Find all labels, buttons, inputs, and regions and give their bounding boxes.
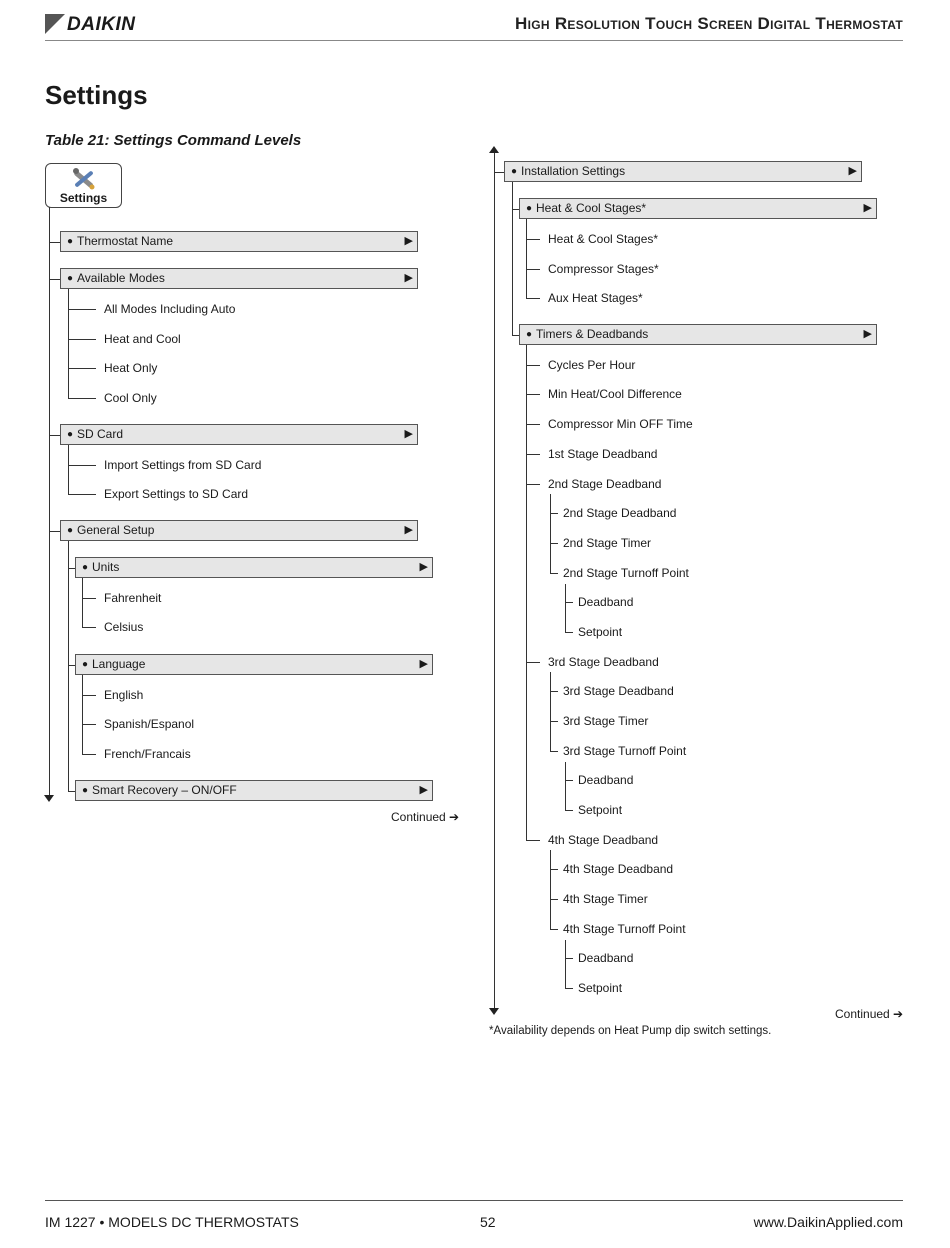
tree-line [68, 665, 75, 666]
bullet-icon: ● [526, 203, 533, 214]
option-4th-turnoff-setpoint[interactable]: Setpoint [578, 981, 623, 995]
bullet-icon: ● [67, 525, 74, 536]
option-french[interactable]: French/Francais [104, 747, 191, 761]
tree-line [68, 791, 75, 792]
tree-line [82, 627, 96, 628]
option-3rd-stage-timer[interactable]: 3rd Stage Timer [563, 714, 649, 728]
bullet-icon: ● [511, 166, 518, 177]
header-divider [45, 40, 903, 41]
option-2nd-stage-turnoff-point[interactable]: 2nd Stage Turnoff Point [563, 566, 689, 580]
tree-line [68, 398, 96, 399]
option-3rd-stage-deadband-group[interactable]: 3rd Stage Deadband [548, 655, 659, 669]
page-number: 52 [480, 1214, 496, 1230]
tree-line [526, 269, 540, 270]
tree-line [49, 435, 60, 436]
tree-line [526, 662, 540, 663]
tree-line [68, 465, 96, 466]
option-4th-stage-timer[interactable]: 4th Stage Timer [563, 892, 648, 906]
tree-line [550, 543, 558, 544]
expand-arrow-icon: ▶ [863, 202, 872, 214]
tree-line [550, 850, 551, 929]
tree-line [494, 172, 504, 173]
tree-line [565, 632, 573, 633]
bullet-icon: ● [526, 329, 533, 340]
option-cycles-per-hour[interactable]: Cycles Per Hour [548, 358, 636, 372]
option-fahrenheit[interactable]: Fahrenheit [104, 591, 162, 605]
option-3rd-turnoff-deadband[interactable]: Deadband [578, 773, 634, 787]
tree-line [526, 219, 527, 299]
bullet-icon: ● [82, 659, 89, 670]
tree-line [82, 754, 96, 755]
table-caption: Table 21: Settings Command Levels [45, 132, 302, 149]
expand-arrow-icon: ▶ [419, 561, 428, 573]
expand-arrow-icon: ▶ [848, 165, 857, 177]
tree-line [526, 394, 540, 395]
tree-line [512, 209, 519, 210]
option-2nd-turnoff-setpoint[interactable]: Setpoint [578, 625, 623, 639]
tree-line [565, 584, 566, 632]
tree-line [49, 531, 60, 532]
bullet-icon: ● [82, 562, 89, 573]
menu-thermostat-name[interactable] [60, 231, 418, 252]
tree-line [565, 988, 573, 989]
option-aux-heat-stages[interactable]: Aux Heat Stages* [548, 291, 643, 305]
bullet-icon: ● [67, 236, 74, 247]
tree-line [550, 513, 558, 514]
menu-label: Heat & Cool Stages* [536, 201, 647, 215]
option-heat-only[interactable]: Heat Only [104, 361, 158, 375]
footer-document-id: IM 1227 • MODELS DC THERMOSTATS [45, 1214, 299, 1230]
menu-label: General Setup [77, 523, 155, 537]
tree-line [68, 368, 96, 369]
option-import-sd[interactable]: Import Settings from SD Card [104, 458, 262, 472]
tree-line [550, 494, 551, 573]
tree-line [550, 751, 558, 752]
option-3rd-turnoff-setpoint[interactable]: Setpoint [578, 803, 623, 817]
option-all-modes[interactable]: All Modes Including Auto [104, 302, 236, 316]
expand-arrow-icon: ▶ [404, 235, 413, 247]
option-2nd-stage-deadband[interactable]: 2nd Stage Deadband [563, 506, 677, 520]
menu-sd-card[interactable] [60, 424, 418, 445]
continue-down-arrow-icon [489, 1008, 499, 1015]
tree-line [82, 724, 96, 725]
menu-installation-settings[interactable] [504, 161, 862, 182]
tree-line [550, 573, 558, 574]
continued-link-left[interactable]: Continued ➔ [391, 810, 460, 824]
option-2nd-stage-deadband-group[interactable]: 2nd Stage Deadband [548, 477, 662, 491]
option-heat-cool-stages[interactable]: Heat & Cool Stages* [548, 232, 659, 246]
page-title: Settings [45, 80, 148, 110]
menu-label: Timers & Deadbands [536, 327, 649, 341]
settings-root-label: Settings [59, 191, 108, 205]
tree-line [82, 598, 96, 599]
tree-line [68, 339, 96, 340]
option-export-sd[interactable]: Export Settings to SD Card [104, 487, 249, 501]
tree-line [526, 239, 540, 240]
tree-line [565, 602, 573, 603]
menu-label: Language [92, 657, 146, 671]
option-2nd-stage-timer[interactable]: 2nd Stage Timer [563, 536, 652, 550]
option-4th-stage-turnoff-point[interactable]: 4th Stage Turnoff Point [563, 922, 686, 936]
continue-up-arrow-icon [489, 146, 499, 153]
tree-line [68, 568, 75, 569]
tree-line [526, 345, 527, 840]
menu-label: Smart Recovery – ON/OFF [92, 783, 237, 797]
tree-line [565, 810, 573, 811]
continue-down-arrow-icon [44, 795, 54, 802]
menu-label: Thermostat Name [77, 234, 174, 248]
tree-line [82, 695, 96, 696]
tree-line [82, 578, 83, 628]
continued-link-right[interactable]: Continued ➔ [835, 1007, 904, 1021]
settings-root-button[interactable] [45, 163, 122, 208]
option-4th-stage-deadband-group[interactable]: 4th Stage Deadband [548, 833, 659, 847]
tree-line [82, 675, 83, 755]
menu-timers-deadbands[interactable] [519, 324, 877, 345]
option-2nd-turnoff-deadband[interactable]: Deadband [578, 595, 634, 609]
tree-line [526, 298, 540, 299]
tree-line [550, 929, 558, 930]
menu-smart-recovery[interactable] [75, 780, 433, 801]
logo-text: DAIKIN [67, 14, 136, 35]
tree-line [494, 153, 495, 1008]
tree-line [68, 309, 96, 310]
option-cool-only[interactable]: Cool Only [104, 391, 157, 405]
footnote: *Availability depends on Heat Pump dip switch settings. [489, 1025, 772, 1037]
option-english[interactable]: English [104, 688, 144, 702]
tree-line [512, 335, 519, 336]
option-1st-stage-deadband[interactable]: 1st Stage Deadband [548, 447, 658, 461]
tree-line [68, 541, 69, 791]
menu-language[interactable] [75, 654, 433, 675]
bullet-icon: ● [67, 273, 74, 284]
tree-line [550, 721, 558, 722]
tree-line [526, 424, 540, 425]
option-min-heat-cool-difference[interactable]: Min Heat/Cool Difference [548, 387, 682, 401]
footer-divider [45, 1200, 903, 1201]
expand-arrow-icon: ▶ [419, 658, 428, 670]
expand-arrow-icon: ▶ [404, 524, 413, 536]
menu-heat-cool-stages[interactable] [519, 198, 877, 219]
tree-line [512, 182, 513, 335]
footer-website-link[interactable]: www.DaikinApplied.com [753, 1214, 903, 1230]
tree-line [565, 940, 566, 988]
tree-line [526, 454, 540, 455]
tree-line [68, 445, 69, 495]
menu-label: Available Modes [77, 271, 165, 285]
menu-units[interactable] [75, 557, 433, 578]
tree-line [550, 869, 558, 870]
option-4th-turnoff-deadband[interactable]: Deadband [578, 951, 634, 965]
wrench-screwdriver-icon [70, 167, 98, 191]
menu-label: SD Card [77, 427, 124, 441]
option-3rd-stage-deadband[interactable]: 3rd Stage Deadband [563, 684, 674, 698]
expand-arrow-icon: ▶ [863, 328, 872, 340]
tree-line [68, 494, 96, 495]
tree-line [550, 672, 551, 751]
tree-line [526, 365, 540, 366]
tree-line [565, 780, 573, 781]
option-celsius[interactable]: Celsius [104, 620, 144, 634]
menu-general-setup[interactable] [60, 520, 418, 541]
expand-arrow-icon: ▶ [404, 272, 413, 284]
option-spanish[interactable]: Spanish/Espanol [104, 717, 195, 731]
tree-line [49, 207, 50, 795]
option-4th-stage-deadband[interactable]: 4th Stage Deadband [563, 862, 674, 876]
tree-line [565, 958, 573, 959]
document-title: High Resolution Touch Screen Digital Thermostat [515, 14, 903, 33]
daikin-logo [45, 14, 155, 36]
tree-line [526, 840, 540, 841]
tree-line [49, 242, 60, 243]
bullet-icon: ● [82, 785, 89, 796]
expand-arrow-icon: ▶ [419, 784, 428, 796]
expand-arrow-icon: ▶ [404, 428, 413, 440]
menu-label: Installation Settings [521, 164, 626, 178]
option-3rd-stage-turnoff-point[interactable]: 3rd Stage Turnoff Point [563, 744, 687, 758]
logo-mark-icon [45, 14, 65, 34]
option-compressor-min-off[interactable]: Compressor Min OFF Time [548, 417, 693, 431]
tree-line [526, 484, 540, 485]
bullet-icon: ● [67, 429, 74, 440]
option-heat-and-cool[interactable]: Heat and Cool [104, 332, 181, 346]
tree-line [68, 289, 69, 399]
menu-label: Units [92, 560, 120, 574]
option-compressor-stages[interactable]: Compressor Stages* [548, 262, 659, 276]
tree-line [550, 899, 558, 900]
tree-line [565, 762, 566, 810]
tree-line [550, 691, 558, 692]
menu-available-modes[interactable] [60, 268, 418, 289]
tree-line [49, 279, 60, 280]
